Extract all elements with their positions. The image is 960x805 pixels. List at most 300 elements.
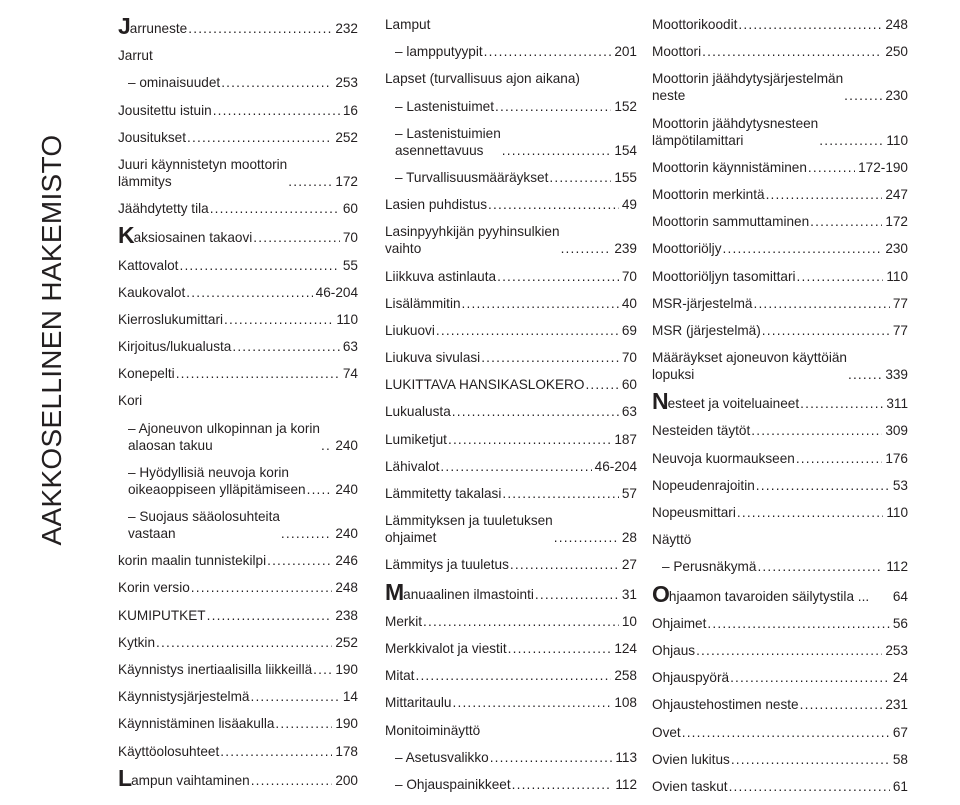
dot-leader: [210, 200, 340, 217]
dot-leader: [819, 132, 883, 149]
dot-leader: [313, 661, 332, 678]
page-number: 247: [885, 186, 908, 202]
entry-label: Moottorin jäähdytysnesteen lämpötilamittari: [652, 115, 819, 148]
dot-leader: [488, 196, 619, 213]
entry-label: Käynnistäminen lisäakulla: [118, 716, 275, 732]
entry-label: Kytkin: [118, 634, 156, 650]
index-entry: [118, 607, 358, 624]
entry-label: Moottoriöljyn tasomittari: [652, 268, 796, 284]
dot-leader: [187, 129, 332, 146]
index-heading: Kori: [118, 393, 143, 409]
index-entry: [385, 512, 637, 546]
dot-leader: [502, 142, 612, 159]
section-initial-letter: N: [652, 388, 669, 415]
page-number: 154: [614, 142, 637, 158]
dot-leader: [462, 295, 619, 312]
dot-leader: [844, 87, 882, 104]
index-subentry: [118, 464, 358, 498]
dot-leader: [307, 481, 333, 498]
page-number: 172: [335, 173, 358, 189]
page-number: 24: [892, 670, 908, 686]
dot-leader: [707, 615, 889, 632]
index-entry: [652, 696, 908, 713]
dot-leader: [224, 311, 333, 328]
index-subentry: [385, 749, 637, 766]
entry-label: – Ajoneuvon ulkopinnan ja korin alaosan takuu: [128, 420, 320, 453]
page-number: 64: [892, 588, 908, 604]
index-entry: [118, 129, 358, 146]
page-number: 200: [335, 772, 358, 788]
entry-label: – ominaisuudet: [128, 75, 221, 91]
dot-leader: [495, 98, 611, 115]
index-subentry: [385, 98, 637, 115]
index-entry: [652, 450, 908, 467]
entry-label: Moottorin sammuttaminen: [652, 214, 810, 230]
entry-label: Lasinpyyhkijän pyyhinsulkien vaihto: [385, 224, 560, 257]
dot-leader: [267, 552, 332, 569]
entry-label: Lasien puhdistus: [385, 197, 488, 213]
dot-leader: [452, 403, 619, 420]
page-number: 108: [614, 695, 637, 711]
dot-leader: [549, 169, 611, 186]
index-subentry: [118, 74, 358, 91]
index-entry: [652, 778, 908, 795]
index-entry: [118, 764, 358, 791]
index-entry: [118, 365, 358, 382]
index-subentry: [385, 169, 637, 186]
dot-leader: [502, 485, 619, 502]
section-initial-letter: L: [118, 764, 133, 791]
index-entry: [118, 552, 358, 569]
page-number: 250: [885, 44, 908, 60]
entry-label: Kierroslukumittari: [118, 311, 223, 327]
index-entry: [652, 16, 908, 33]
index-entry: [385, 485, 637, 502]
page-number: 253: [885, 642, 908, 658]
dot-leader: [423, 613, 619, 630]
entry-label: MSR-järjestelmä: [652, 295, 753, 311]
entry-label: Ovien lukitus: [652, 751, 730, 767]
entry-label: Käynnistysjärjestelmä: [118, 689, 250, 705]
index-entry: [118, 579, 358, 596]
page-number: 77: [892, 322, 908, 338]
index-entry: [118, 156, 358, 190]
dot-leader: [484, 43, 612, 60]
page-number: 248: [335, 580, 358, 596]
index-subentry: [385, 43, 637, 60]
index-entry: [118, 715, 358, 732]
dot-leader: [808, 159, 855, 176]
index-entry: [652, 322, 908, 339]
index-entry: [385, 556, 637, 573]
dot-leader: [481, 349, 619, 366]
entry-label: Ohjaustehostimen neste: [652, 697, 799, 713]
dot-leader: [800, 696, 883, 713]
entry-label: Ohjaimet: [652, 615, 707, 631]
page-number: 112: [886, 559, 908, 575]
index-heading: Jarrut: [118, 48, 153, 64]
entry-label: – Asetusvalikko: [395, 749, 489, 765]
page-number: 57: [621, 486, 637, 501]
page-number: 230: [885, 241, 908, 257]
index-entry: [652, 642, 908, 659]
dot-leader: [436, 322, 619, 339]
entry-label: Jarruneste: [118, 13, 188, 39]
dot-leader: [415, 667, 611, 684]
page-number: 309: [885, 423, 908, 439]
page-number: 40: [621, 295, 637, 311]
index-entry: [652, 240, 908, 257]
entry-label: Nesteet ja voiteluaineet: [652, 388, 800, 415]
entry-label: Lisälämmitin: [385, 295, 461, 311]
index-entry: [652, 724, 908, 741]
index-entry: [118, 257, 358, 274]
index-column-2: [385, 16, 637, 803]
page-number: 152: [614, 98, 637, 114]
dot-leader: [510, 556, 619, 573]
dot-leader: [213, 102, 340, 119]
index-entry: [652, 295, 908, 312]
dot-leader: [723, 240, 883, 257]
index-entry: [118, 200, 358, 217]
dot-leader: [207, 607, 333, 624]
dot-leader: [696, 642, 882, 659]
entry-label: Nopeusmittari: [652, 505, 736, 520]
entry-label: Manuaalinen ilmastointi: [385, 578, 534, 605]
dot-leader: [251, 772, 333, 789]
entry-label: Lämmitetty takalasi: [385, 486, 502, 501]
page-number: 232: [335, 21, 358, 36]
page-number: 124: [614, 640, 637, 656]
dot-leader: [490, 749, 613, 766]
page-number: 16: [342, 102, 358, 118]
entry-label: Lähivalot: [385, 458, 440, 474]
dot-leader: [797, 268, 884, 285]
index-heading: Lamput: [385, 17, 431, 32]
page-number: 253: [335, 75, 358, 91]
index-entry: [385, 322, 637, 339]
entry-label: korin maalin tunnistekilpi: [118, 553, 267, 569]
index-entry: [385, 403, 637, 420]
page-number: 239: [614, 241, 637, 257]
page-number: 230: [885, 88, 908, 104]
index-entry: [652, 477, 908, 494]
page-number: 176: [885, 450, 908, 466]
dot-leader: [729, 778, 890, 795]
index-entry: [118, 222, 358, 249]
page-number: 70: [621, 268, 637, 284]
dot-leader: [176, 365, 340, 382]
index-entry: [652, 268, 908, 285]
page-number: 311: [886, 396, 908, 412]
entry-label: Merkkivalot ja viestit: [385, 640, 507, 656]
dot-leader: [762, 322, 890, 339]
dot-leader: [554, 529, 619, 546]
entry-label: – Ohjauspainikkeet: [395, 776, 511, 792]
page-number: 190: [335, 661, 358, 677]
dot-leader: [751, 422, 882, 439]
page-number: 10: [621, 613, 637, 629]
entry-label: Lämmitys ja tuuletus: [385, 557, 509, 573]
page-number: 252: [335, 634, 358, 650]
index-entry: [118, 634, 358, 651]
index-heading: Näyttö: [652, 532, 692, 548]
dot-leader: [757, 558, 883, 575]
entry-label: Jousitukset: [118, 129, 187, 145]
page-number: 113: [615, 749, 637, 765]
index-entry: [118, 102, 358, 119]
index-entry: [118, 743, 358, 760]
index-entry: [385, 640, 637, 657]
index-heading: Monitoiminäyttö: [385, 722, 481, 738]
entry-label: Mittaritaulu: [385, 695, 452, 711]
index-entry: [118, 284, 358, 301]
page-number: 246: [335, 553, 358, 569]
dot-leader: [250, 688, 339, 705]
dot-leader: [288, 173, 332, 190]
entry-label: Käynnistys inertiaalisilla liikkeillä: [118, 661, 313, 677]
dot-leader: [281, 525, 332, 542]
dot-leader: [585, 376, 618, 393]
dot-leader: [221, 74, 332, 91]
dot-leader: [452, 694, 611, 711]
page-number: 28: [621, 530, 637, 546]
section-initial-letter: J: [118, 13, 131, 39]
dot-leader: [796, 450, 882, 467]
page-number: 190: [335, 716, 358, 732]
index-entry: [385, 268, 637, 285]
page-number: 58: [892, 751, 908, 767]
page-number: 49: [621, 197, 637, 213]
page-number: 252: [335, 129, 358, 145]
dot-leader: [730, 669, 890, 686]
entry-label: – Turvallisuusmääräykset: [395, 169, 549, 185]
dot-leader: [448, 431, 611, 448]
page-number: 110: [886, 132, 908, 148]
index-entry: [652, 669, 908, 686]
page-number: 339: [885, 367, 908, 383]
index-entry: [118, 13, 358, 39]
dot-leader: [848, 366, 882, 383]
index-entry: [652, 504, 908, 521]
dot-leader: [191, 579, 333, 596]
entry-label: Korin versio: [118, 580, 190, 596]
entry-label: Moottoriöljy: [652, 241, 722, 257]
dot-leader: [731, 751, 890, 768]
page-number: 63: [342, 339, 358, 355]
page-number: 53: [892, 477, 908, 493]
dot-leader: [497, 268, 619, 285]
index-entry: [385, 694, 637, 711]
index-entry: [652, 580, 908, 607]
index-entry: [652, 186, 908, 203]
dot-leader: [756, 477, 890, 494]
entry-label: Liukuovi: [385, 322, 435, 338]
dot-leader: [561, 240, 612, 257]
index-entry: [652, 388, 908, 415]
entry-label: Moottorin merkintä: [652, 186, 765, 202]
entry-label: – Suojaus sääolosuhteita vastaan: [128, 509, 280, 541]
entry-label: Kattovalot: [118, 257, 179, 273]
entry-label: Moottorin käynnistäminen: [652, 159, 807, 175]
entry-label: Ovien taskut: [652, 778, 728, 794]
dot-leader: [220, 743, 332, 760]
index-entry: [385, 613, 637, 630]
dot-leader: [682, 724, 890, 741]
dot-leader: [753, 295, 889, 312]
entry-label: Moottori: [652, 44, 702, 60]
index-entry: [652, 43, 908, 60]
dot-leader: [508, 640, 612, 657]
index-entry: [652, 213, 908, 230]
page-number: 240: [335, 437, 358, 453]
index-entry: [385, 578, 637, 605]
dot-leader: [321, 437, 332, 454]
entry-label: Liukuva sivulasi: [385, 350, 481, 366]
entry-label: LUKITTAVA HANSIKASLOKERO: [385, 377, 585, 393]
dot-leader: [253, 229, 340, 246]
entry-label: Kirjoitus/lukualusta: [118, 339, 232, 355]
index-entry: [652, 349, 908, 383]
entry-label: Moottorin jäähdytysjärjestelmän neste: [652, 71, 844, 104]
page-number: 67: [892, 724, 908, 740]
side-section-title: [36, 20, 67, 640]
entry-label: Lumiketjut: [385, 431, 447, 447]
entry-label: Ovet: [652, 724, 681, 740]
entry-label: Ohjaus: [652, 642, 696, 658]
entry-label: Jäähdytetty tila: [118, 201, 209, 217]
page-number: 238: [335, 607, 358, 623]
index-entry: [652, 615, 908, 632]
dot-leader: [179, 257, 339, 274]
page-number: 110: [886, 505, 908, 520]
index-entry: [385, 196, 637, 213]
index-entry: [385, 376, 637, 393]
index-subentry: [118, 420, 358, 454]
page-number: 61: [892, 778, 908, 794]
dot-leader: [810, 213, 882, 230]
index-heading: Lapset (turvallisuus ajon aikana): [385, 71, 580, 87]
page-number: 70: [342, 230, 358, 246]
page-number: 110: [336, 311, 358, 327]
dot-leader: [186, 284, 312, 301]
entry-label: Lampun vaihtaminen: [118, 764, 250, 791]
entry-label: – lampputyypit: [395, 44, 483, 60]
page-number: 46-204: [594, 458, 637, 474]
index-entry: [385, 458, 637, 475]
page-number: 14: [342, 689, 358, 705]
entry-label: MSR (järjestelmä): [652, 322, 761, 338]
page-number: 60: [621, 377, 637, 393]
entry-label: Ohjaamon tavaroiden säilytystila ...: [652, 580, 870, 607]
page-number: 55: [342, 257, 358, 273]
page-number: 60: [342, 201, 358, 217]
dot-leader: [232, 338, 340, 355]
entry-label: Lämmityksen ja tuuletuksen ohjaimet: [385, 513, 553, 546]
section-initial-letter: K: [118, 222, 135, 249]
entry-label: Nopeudenrajoitin: [652, 477, 755, 493]
entry-label: Kaksiosainen takaovi: [118, 222, 253, 249]
dot-leader: [738, 16, 882, 33]
page-number: 187: [614, 431, 637, 447]
index-column-3: [652, 16, 908, 805]
entry-label: Käyttöolosuhteet: [118, 743, 220, 759]
index-entry: [652, 70, 908, 104]
page-number: 240: [335, 481, 358, 497]
page-number: 240: [335, 526, 358, 541]
page-number: 56: [892, 615, 908, 631]
index-subentry: [385, 125, 637, 159]
entry-label: – Hyödyllisiä neuvoja korin oikeaoppiseen ylläpitämiseen: [128, 464, 306, 497]
entry-label: Kaukovalot: [118, 284, 186, 300]
section-initial-letter: O: [652, 580, 670, 607]
page-number: 248: [885, 17, 908, 32]
dot-leader: [766, 186, 883, 203]
index-subentry: [652, 558, 908, 575]
entry-label: Merkit: [385, 613, 423, 629]
dot-leader: [737, 504, 883, 521]
entry-label: Lukualusta: [385, 404, 451, 420]
entry-label: – Perusnäkymä: [662, 559, 757, 575]
entry-label: Juuri käynnistetyn moottorin lämmitys: [118, 156, 288, 189]
entry-label: Nesteiden täytöt: [652, 423, 751, 439]
entry-label: Määräykset ajoneuvon käyttöiän lopuksi: [652, 350, 847, 383]
index-entry: [652, 751, 908, 768]
page-number: 77: [892, 295, 908, 311]
page-number: 258: [614, 668, 637, 684]
entry-label: Jousitettu istuin: [118, 102, 212, 118]
index-entry: [652, 422, 908, 439]
section-initial-letter: M: [385, 578, 405, 605]
dot-leader: [156, 634, 332, 651]
page-number: 74: [342, 366, 358, 382]
entry-label: Mitat: [385, 668, 415, 684]
page-number: 172: [885, 214, 908, 230]
index-subentry: [118, 508, 358, 542]
page-number: 46-204: [315, 284, 358, 300]
dot-leader: [535, 586, 619, 603]
page-number: 201: [614, 44, 637, 60]
page-number: 172-190: [858, 159, 908, 175]
index-entry: [118, 688, 358, 705]
page-number: 112: [615, 776, 637, 792]
entry-label: Ohjauspyörä: [652, 670, 730, 686]
entry-label: Neuvoja kuormaukseen: [652, 450, 795, 466]
index-entry: [652, 115, 908, 149]
entry-label: – Lastenistuimien asennettavuus: [395, 125, 501, 158]
dot-leader: [512, 776, 613, 793]
page-number: 178: [335, 743, 358, 759]
dot-leader: [188, 20, 332, 37]
index-entry: [385, 295, 637, 312]
entry-label: Konepelti: [118, 366, 175, 382]
index-entry: [118, 661, 358, 678]
section-title-text: AAKKOSELLINEN HAKEMISTO: [36, 134, 67, 546]
page-number: 155: [614, 169, 637, 185]
page-number: 69: [621, 322, 637, 338]
index-subentry: [385, 776, 637, 793]
dot-leader: [275, 715, 332, 732]
index-entry: [385, 431, 637, 448]
index-entry: [385, 667, 637, 684]
entry-label: – Lastenistuimet: [395, 98, 494, 114]
page-number: 63: [621, 404, 637, 420]
entry-label: KUMIPUTKET: [118, 607, 206, 623]
dot-leader: [440, 458, 591, 475]
index-column-1: [118, 13, 358, 799]
index-entry: [385, 223, 637, 257]
index-entry: [385, 349, 637, 366]
